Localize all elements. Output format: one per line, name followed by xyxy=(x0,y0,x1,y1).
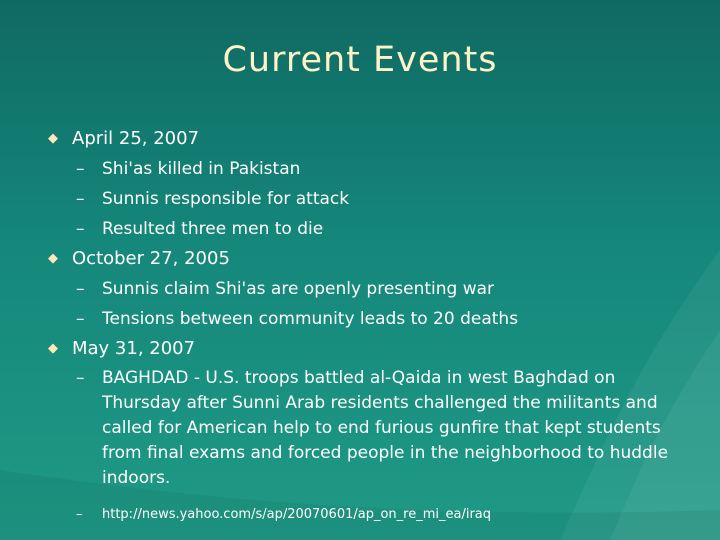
sub-bullet-text: Resulted three men to die xyxy=(102,219,324,239)
diamond-bullet-icon: ◆ xyxy=(48,341,58,356)
bullet-item xyxy=(48,334,678,364)
sub-bullet-item xyxy=(76,184,678,214)
sub-bullet-text: Shi'as killed in Pakistan xyxy=(102,159,301,179)
source-link-text[interactable]: http://news.yahoo.com/s/ap/20070601/ap_on_re_mi_ea/iraq xyxy=(102,507,492,522)
source-item xyxy=(76,505,678,525)
dash-marker: – xyxy=(76,189,85,209)
dash-marker: – xyxy=(76,368,85,388)
dash-marker: – xyxy=(76,279,85,299)
sub-bullet-item xyxy=(76,214,678,244)
sub-bullet-item xyxy=(76,304,678,334)
slide-body xyxy=(48,124,678,525)
slide-title: Current Events xyxy=(222,40,498,80)
sub-bullet-text: BAGHDAD - U.S. troops battled al-Qaida in west Baghdad on Thursday after Sunni Arab residents challenged the militants and called for American help to end furious gunfire that kept students from final exams and forced people in the neighborhood to huddle indoors. xyxy=(102,368,669,488)
dash-marker: – xyxy=(76,219,85,239)
bullet-text: April 25, 2007 xyxy=(72,128,200,149)
dash-marker: – xyxy=(76,507,83,522)
bullet-text: May 31, 2007 xyxy=(72,338,196,359)
sub-bullet-item xyxy=(76,366,678,491)
diamond-bullet-icon: ◆ xyxy=(48,131,58,146)
sub-bullet-item xyxy=(76,154,678,184)
sub-bullet-item xyxy=(76,274,678,304)
diamond-bullet-icon: ◆ xyxy=(48,251,58,266)
bullet-item xyxy=(48,124,678,154)
dash-marker: – xyxy=(76,159,85,179)
bullet-item xyxy=(48,244,678,274)
sub-bullet-text: Tensions between community leads to 20 deaths xyxy=(102,309,519,329)
sub-bullet-text: Sunnis claim Shi'as are openly presenting war xyxy=(102,279,495,299)
dash-marker: – xyxy=(76,309,85,329)
sub-bullet-text: Sunnis responsible for attack xyxy=(102,189,350,209)
bullet-text: October 27, 2005 xyxy=(72,248,230,269)
